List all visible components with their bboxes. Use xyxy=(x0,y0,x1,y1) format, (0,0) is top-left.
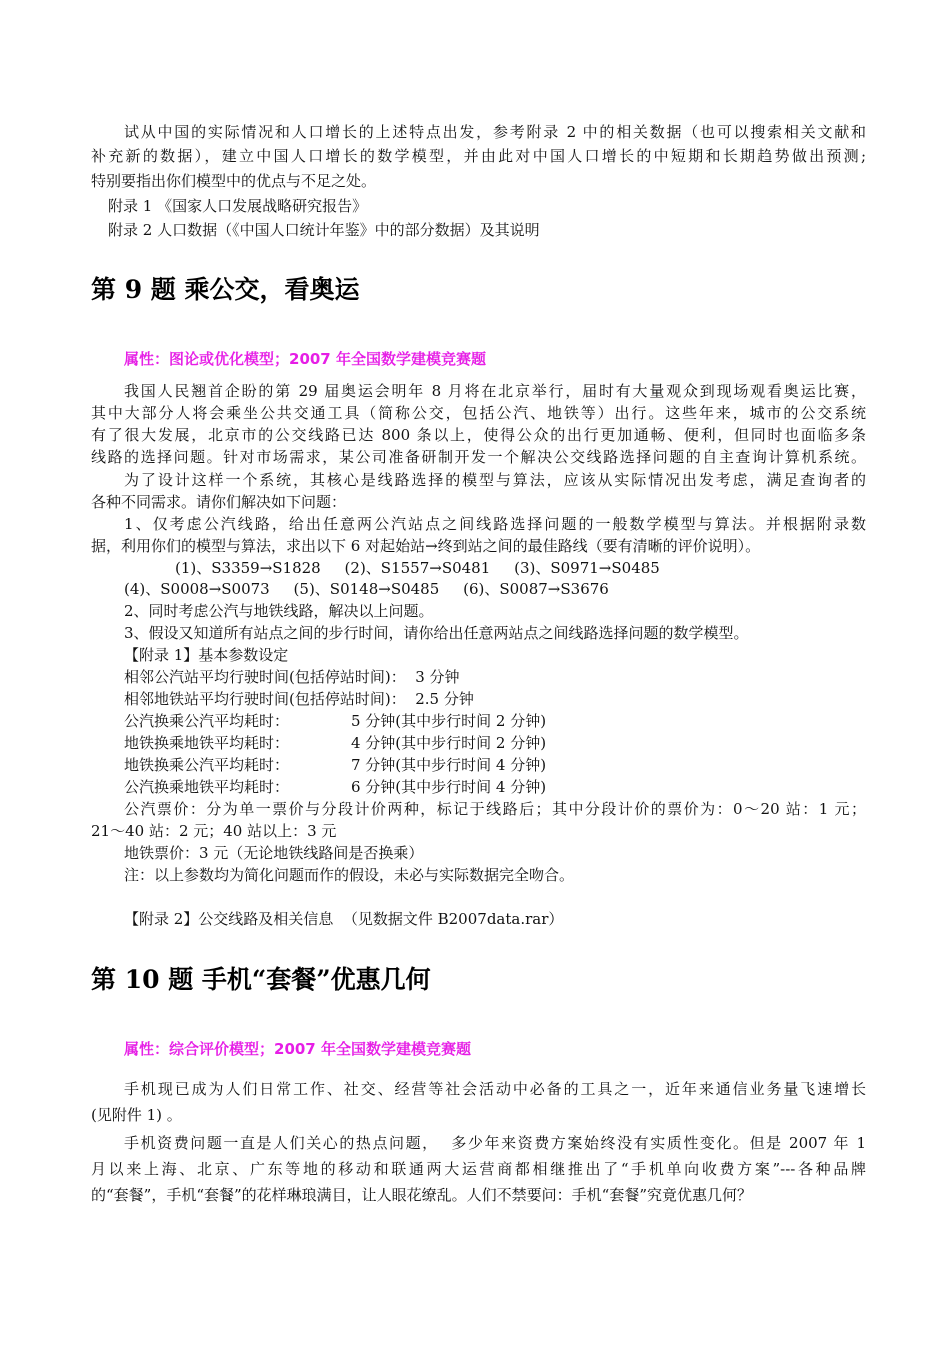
fare-line: 地铁票价：3 元（无论地铁线路间是否换乘） xyxy=(124,844,424,862)
parameter-line: 公汽换乘地铁平均耗时： 6 分钟(其中步行时间 4 分钟) xyxy=(124,778,547,796)
p10-line: 手机现已成为人们日常工作、社交、经营等社会活动中必备的工具之一，近年来通信业务量飞速增长 xyxy=(124,1080,866,1098)
p9-line: 有了很大发展，北京市的公交线路已达 800 条以上，使得公众的出行更加通畅、便利，但同时也面临多条 xyxy=(91,426,866,444)
fare-line: 公汽票价：分为单一票价与分段计价两种，标记于线路后；其中分段计价的票价为：0～20 站：1 元； xyxy=(124,800,866,818)
parameter-line: 地铁换乘地铁平均耗时： 4 分钟(其中步行时间 2 分钟) xyxy=(124,734,547,752)
problem-10-title: 第 10 题 手机“套餐”优惠几何 xyxy=(91,965,431,994)
problem-10-attribute: 属性：综合评价模型；2007 年全国数学建模竞赛题 xyxy=(124,1040,471,1058)
intro-line: 试从中国的实际情况和人口增长的上述特点出发，参考附录 2 中的相关数据（也可以搜索相关文献和 xyxy=(124,123,866,141)
parameter-line: 地铁换乘公汽平均耗时： 7 分钟(其中步行时间 4 分钟) xyxy=(124,756,547,774)
parameter-line: 公汽换乘公汽平均耗时： 5 分钟(其中步行时间 2 分钟) xyxy=(124,712,547,730)
p9-line: 线路的选择问题。针对市场需求，某公司准备研制开发一个解决公交线路选择问题的自主查询计算机系统。 xyxy=(91,448,866,466)
problem-9-attribute: 属性：图论或优化模型；2007 年全国数学建模竞赛题 xyxy=(124,350,486,368)
intro-line: 特别要指出你们模型中的优点与不足之处。 xyxy=(91,172,377,190)
appendix-1-heading: 【附录 1】基本参数设定 xyxy=(124,646,289,664)
parameter-line: 相邻地铁站平均行驶时间(包括停站时间)： 2.5 分钟 xyxy=(124,690,474,708)
appendix-2-heading: 【附录 2】公交线路及相关信息 （见数据文件 B2007data.rar） xyxy=(124,910,564,928)
intro-line: 补充新的数据），建立中国人口增长的数学模型，并由此对中国人口增长的中短期和长期趋势做出预测; xyxy=(91,147,866,165)
p10-line: 的“套餐”，手机“套餐”的花样琳琅满目，让人眼花缭乱。人们不禁要问：手机“套餐”究竟优惠几何？ xyxy=(91,1186,753,1204)
p9-line: 我国人民翘首企盼的第 29 届奥运会明年 8 月将在北京举行，届时有大量观众到现场观看奥运比赛， xyxy=(124,382,866,400)
parameter-line: 相邻公汽站平均行驶时间(包括停站时间)： 3 分钟 xyxy=(124,668,460,686)
p9-line: 其中大部分人将会乘坐公共交通工具（简称公交，包括公汽、地铁等）出行。这些年来，城市的公交系统 xyxy=(91,404,866,422)
note-line: 注：以上参数均为简化问题而作的假设，未必与实际数据完全吻合。 xyxy=(124,866,575,884)
appendix-ref: 附录 2 人口数据（《中国人口统计年鉴》中的部分数据）及其说明 xyxy=(108,221,540,239)
p9-line: 1、仅考虑公汽线路，给出任意两公汽站点之间线路选择问题的一般数学模型与算法。并根据附录数 xyxy=(124,515,866,533)
p10-line: (见附件 1) 。 xyxy=(91,1106,182,1124)
route-pairs: (4)、S0008→S0073 (5)、S0148→S0485 (6)、S0087→S3676 xyxy=(124,580,609,598)
p10-line: 月以来上海、北京、广东等地的移动和联通两大运营商都相继推出了“手机单向收费方案”---各种品牌 xyxy=(91,1160,866,1178)
route-pairs: (1)、S3359→S1828 (2)、S1557→S0481 (3)、S0971→S0485 xyxy=(175,559,660,577)
p9-line: 为了设计这样一个系统，其核心是线路选择的模型与算法，应该从实际情况出发考虑，满足查询者的 xyxy=(124,471,866,489)
p10-line: 手机资费问题一直是人们关心的热点问题， 多少年来资费方案始终没有实质性变化。但是 2007 年 1 xyxy=(124,1134,866,1152)
fare-line: 21～40 站：2 元；40 站以上：3 元 xyxy=(91,822,337,840)
appendix-ref: 附录 1 《国家人口发展战略研究报告》 xyxy=(108,197,368,215)
p9-line: 3、假设又知道所有站点之间的步行时间，请你给出任意两站点之间线路选择问题的数学模型。 xyxy=(124,624,749,642)
problem-9-title: 第 9 题 乘公交，看奥运 xyxy=(91,275,360,304)
p9-line: 据，利用你们的模型与算法，求出以下 6 对起始站→终到站之间的最佳路线（要有清晰的评价说明）。 xyxy=(91,537,761,555)
p9-line: 各种不同需求。请你们解决如下问题： xyxy=(91,493,347,511)
p9-line: 2、同时考虑公汽与地铁线路，解决以上问题。 xyxy=(124,602,434,620)
